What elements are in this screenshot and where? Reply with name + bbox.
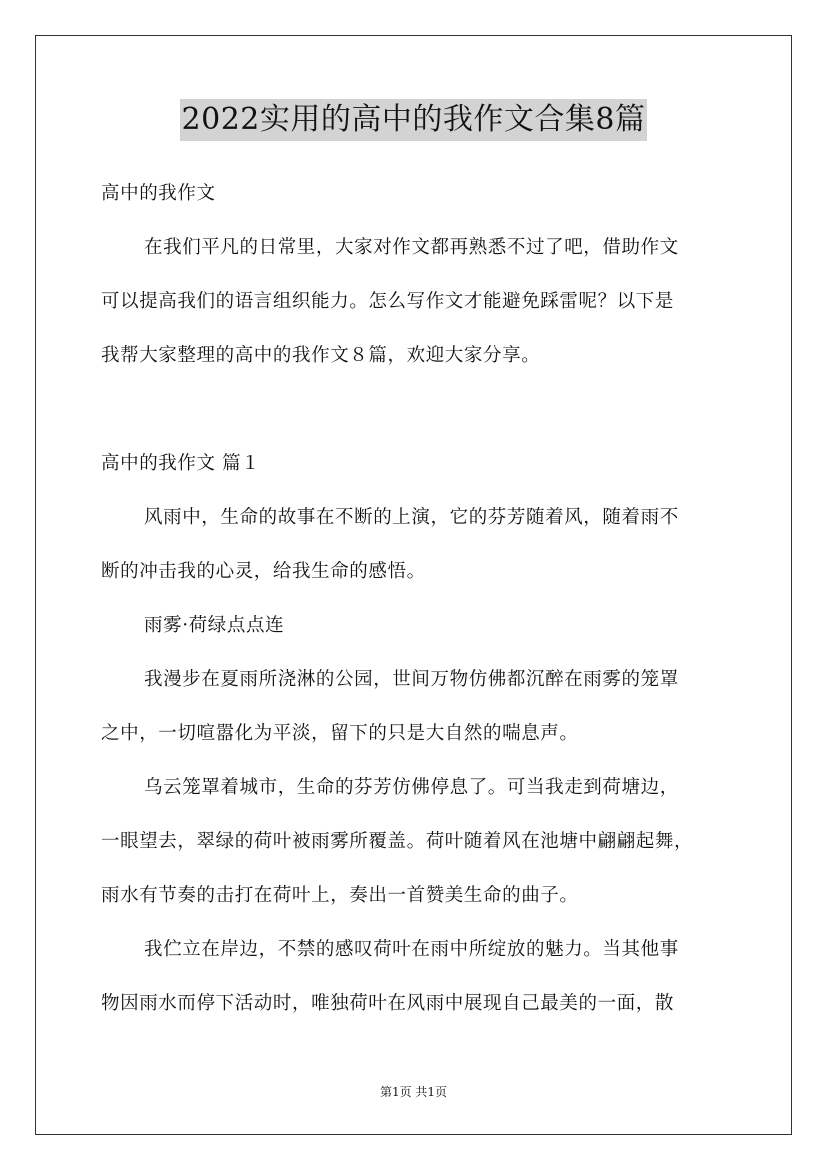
paragraph-line: 之中，一切喧嚣化为平淡，留下的只是大自然的喘息声。 [101,723,579,744]
paragraph-line: 我伫立在岸边，不禁的感叹荷叶在雨中所绽放的魅力。当其他事 [144,939,679,960]
paragraph-line: 乌云笼罩着城市，生命的芬芳仿佛停息了。可当我走到荷塘边， [144,777,679,798]
document-heading: 高中的我作文 [101,183,216,204]
document-title: 2022实用的高中的我作文合集8篇 [180,99,648,141]
subheading-line: 雨雾·荷绿点点连 [144,615,285,636]
page-footer: 第1页 共1页 [379,1085,448,1099]
intro-line: 在我们平凡的日常里，大家对作文都再熟悉不过了吧，借助作文 [144,237,679,258]
title-container [0,99,827,141]
intro-line: 我帮大家整理的高中的我作文８篇，欢迎大家分享。 [101,345,541,366]
intro-line: 可以提高我们的语言组织能力。怎么写作文才能避免踩雷呢？以下是 [101,291,675,312]
paragraph-line: 雨水有节奏的击打在荷叶上，奏出一首赞美生命的曲子。 [101,885,579,906]
section-heading: 高中的我作文 篇１ [101,453,261,474]
paragraph-line: 断的冲击我的心灵，给我生命的感悟。 [101,561,426,582]
paragraph-line: 风雨中，生命的故事在不断的上演，它的芬芳随着风，随着雨不 [144,507,679,528]
paragraph-line: 一眼望去，翠绿的荷叶被雨雾所覆盖。荷叶随着风在池塘中翩翩起舞， [101,831,694,852]
paragraph-line: 物因雨水而停下活动时，唯独荷叶在风雨中展现自己最美的一面，散 [101,993,675,1014]
paragraph-line: 我漫步在夏雨所浇淋的公园，世间万物仿佛都沉醉在雨雾的笼罩 [144,669,679,690]
